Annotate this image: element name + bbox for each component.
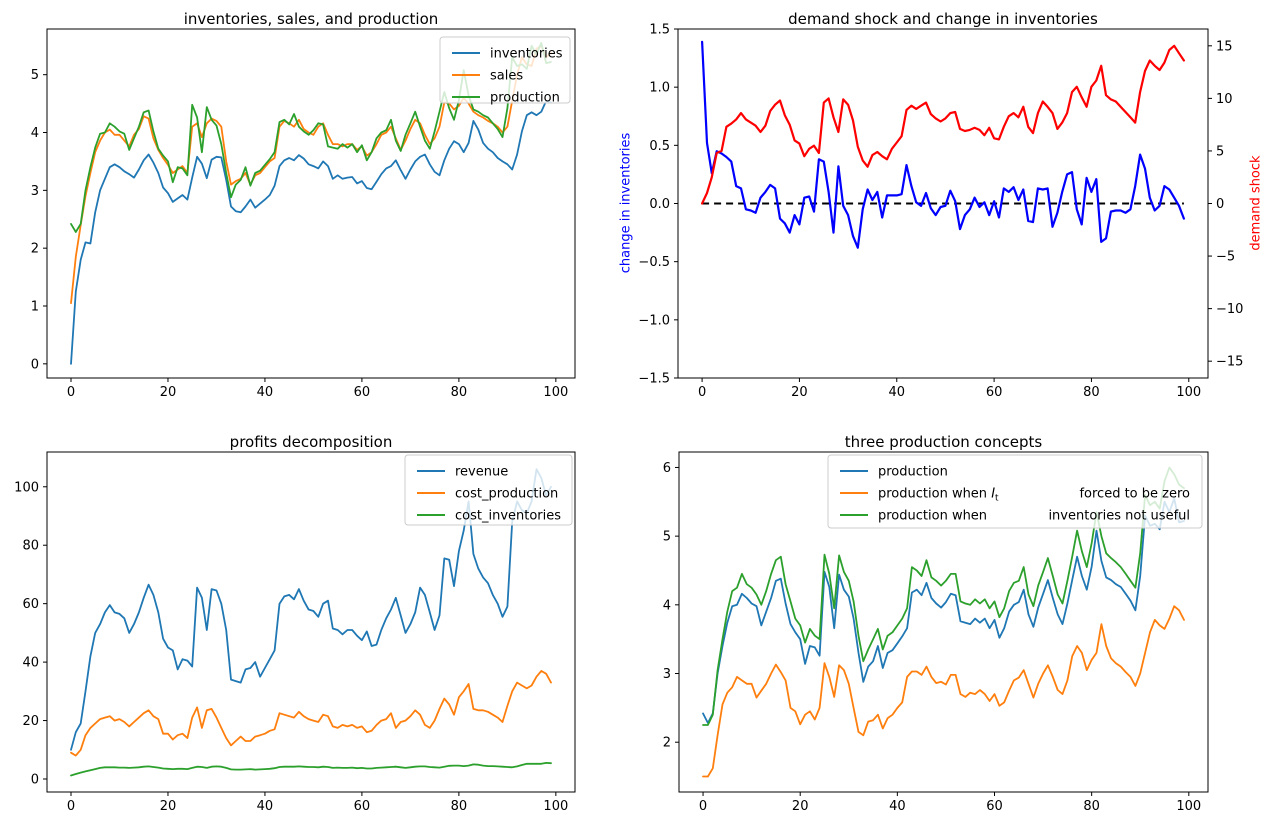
tick-label: 80 — [450, 385, 468, 400]
tick-label: 40 — [888, 385, 906, 400]
tick-label: −5 — [1216, 249, 1236, 265]
legend — [440, 37, 570, 106]
tick-label: 3 — [662, 667, 671, 683]
tick-label: 5 — [30, 68, 39, 84]
tick-label: 10 — [1216, 91, 1233, 107]
legend-label: inventories — [490, 46, 563, 62]
legend-label-right: forced to be zero — [1079, 486, 1190, 502]
tick-label: 100 — [543, 799, 569, 814]
chart-title-demand-shock: demand shock and change in inventories — [788, 10, 1098, 28]
tick-label: 2 — [30, 241, 39, 257]
legend-label: production — [490, 90, 560, 106]
tick-label: 80 — [1083, 799, 1100, 814]
ylabel-demand-shock: demand shock — [1248, 155, 1264, 251]
tick-label: 4 — [30, 126, 39, 142]
tick-label: 20 — [159, 385, 177, 400]
tick-label: 40 — [256, 385, 274, 400]
chart-three_production_concepts — [663, 452, 1208, 814]
line-change_in_inventories — [702, 42, 1184, 248]
tick-label: 60 — [22, 597, 39, 613]
tick-label: 0 — [30, 772, 39, 788]
line-inventories — [71, 101, 551, 364]
tick-label: 60 — [353, 799, 371, 814]
tick-label: −15 — [1216, 354, 1244, 370]
legend-label: cost_inventories — [455, 508, 562, 524]
legend-label-right: inventories not useful — [1048, 508, 1190, 524]
tick-label: 6 — [662, 460, 671, 476]
tick-label: 4 — [662, 598, 671, 614]
tick-label: 5 — [1216, 144, 1225, 160]
legend-label: sales — [490, 68, 524, 84]
tick-label: 80 — [1083, 385, 1100, 400]
tick-label: 1.5 — [649, 22, 670, 38]
legend-label: production when $I_t$ — [878, 486, 999, 504]
tick-label: 100 — [1176, 799, 1202, 814]
legend-label: cost_production — [455, 486, 559, 502]
tick-label: −0.5 — [638, 255, 670, 271]
legend-label: production when — [878, 508, 988, 524]
tick-label: 100 — [1176, 385, 1202, 400]
tick-label: −1.5 — [638, 371, 670, 387]
chart-profits_decomposition — [14, 452, 575, 814]
tick-label: 0 — [66, 799, 76, 814]
legend-label: production — [878, 464, 948, 480]
tick-label: 1.0 — [649, 80, 670, 96]
line-cost_inventories — [71, 763, 551, 776]
tick-label: 100 — [14, 480, 39, 496]
chart-title-inventories-sales-production: inventories, sales, and production — [183, 10, 439, 28]
tick-label: 0 — [1216, 197, 1225, 212]
tick-label: 80 — [450, 799, 468, 814]
tick-label: 0.5 — [649, 138, 670, 154]
line-cost_production — [71, 671, 551, 756]
legend — [405, 455, 572, 525]
tick-label: 2 — [662, 735, 671, 751]
tick-label: −1.0 — [638, 313, 670, 329]
tick-label: 60 — [353, 385, 371, 400]
line-production — [703, 498, 1184, 723]
tick-label: 80 — [22, 538, 39, 554]
tick-label: 0.0 — [649, 197, 670, 212]
chart-demand_shock_change_inventories — [638, 23, 1243, 401]
legend — [828, 455, 1202, 528]
chart-title-three-production-concepts: three production concepts — [844, 433, 1043, 451]
chart-title-profits-decomposition: profits decomposition — [229, 433, 393, 451]
chart-inventories_sales_production — [31, 29, 575, 400]
tick-label: 0 — [698, 799, 708, 814]
line-demand_shock — [702, 46, 1184, 204]
tick-label: 60 — [985, 385, 1003, 400]
tick-label: 0 — [30, 357, 39, 373]
tick-label: 60 — [986, 799, 1003, 814]
tick-label: 0 — [697, 385, 707, 400]
tick-label: 20 — [791, 385, 808, 400]
line-production_when_It_forced_to_zero — [703, 606, 1184, 776]
legend-label: revenue — [455, 464, 509, 480]
tick-label: 40 — [22, 655, 39, 671]
tick-label: 40 — [256, 799, 274, 814]
tick-label: 20 — [22, 714, 39, 730]
tick-label: 100 — [543, 385, 569, 400]
tick-label: −10 — [1216, 302, 1244, 318]
tick-label: 3 — [30, 183, 39, 199]
tick-label: 1 — [30, 299, 39, 315]
tick-label: 40 — [889, 799, 906, 814]
tick-label: 0 — [66, 385, 76, 400]
tick-label: 20 — [159, 799, 177, 814]
tick-label: 15 — [1216, 39, 1233, 55]
tick-label: 20 — [791, 799, 809, 814]
ylabel-change-in-inventories: change in inventories — [618, 132, 634, 274]
tick-label: 5 — [662, 529, 671, 545]
